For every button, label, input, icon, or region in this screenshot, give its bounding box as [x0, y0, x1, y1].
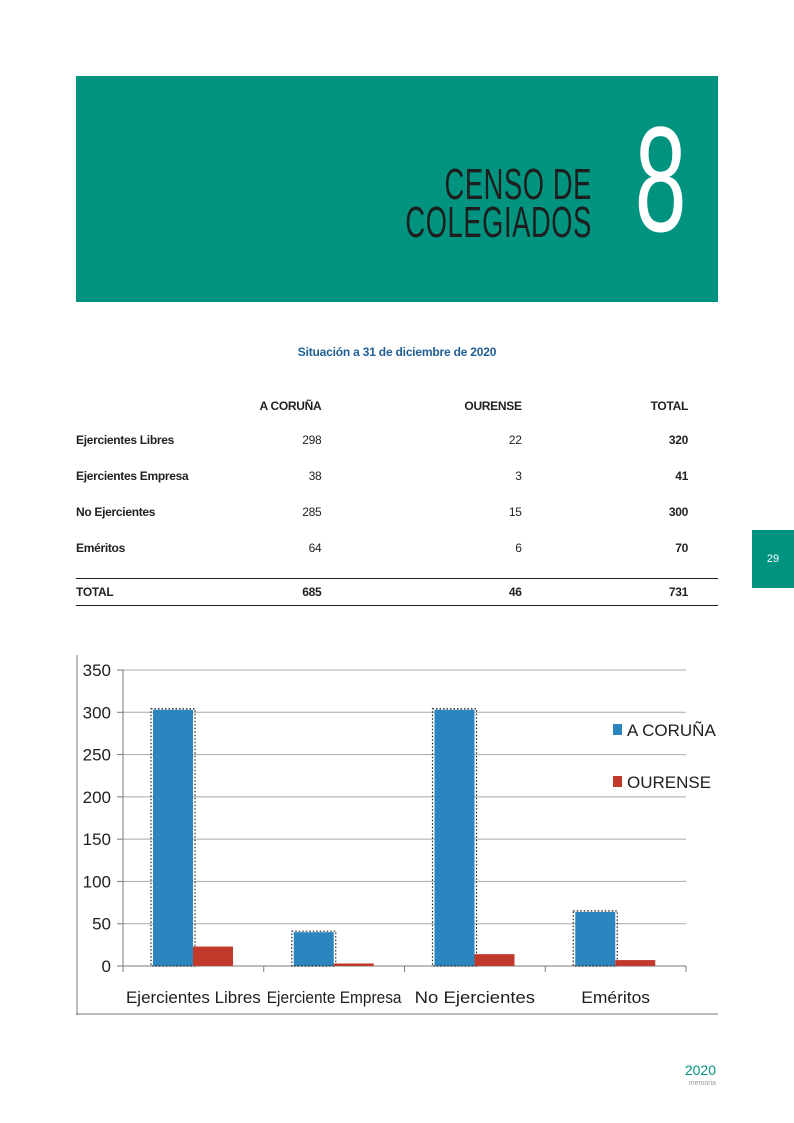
y-tick-label: 200: [82, 787, 111, 807]
chapter-number: 8: [634, 95, 686, 263]
row-label: Eméritos: [76, 541, 125, 555]
footer-year: 2020: [684, 1062, 716, 1078]
total-label: TOTAL: [76, 579, 216, 606]
census-table: [76, 390, 718, 606]
bar-ourense: [193, 947, 233, 966]
row-label: No Ejercientes: [76, 505, 156, 519]
table-subtitle: Situación a 31 de diciembre de 2020: [297, 345, 497, 359]
table-row: [76, 494, 718, 530]
cell-a-coruna: 298: [302, 433, 322, 447]
bar-ourense: [475, 954, 515, 966]
total-total: 731: [522, 579, 718, 606]
bar-a-coruna: [294, 932, 334, 966]
cell-ourense: 15: [508, 505, 522, 519]
bar-a-coruna: [435, 710, 475, 966]
cell-total: 320: [668, 433, 688, 447]
total-ourense: 46: [321, 579, 521, 606]
header-a-coruna: A CORUÑA: [259, 399, 322, 413]
cell-total: 41: [675, 469, 688, 483]
x-tick-label: Ejercientes Libres: [126, 988, 261, 1007]
cell-a-coruna: 38: [308, 469, 322, 483]
cell-ourense: 6: [515, 541, 522, 555]
cell-ourense: 22: [508, 433, 522, 447]
footer-subtitle: memoria: [688, 1080, 716, 1087]
legend-label-a-coruna: A CORUÑA: [627, 721, 716, 740]
chapter-title-line2: COLEGIADOS: [405, 198, 592, 247]
y-tick-label: 350: [82, 661, 111, 680]
row-label: Ejercientes Empresa: [76, 469, 189, 483]
y-tick-label: 50: [92, 914, 111, 934]
legend-swatch-ourense: [613, 776, 622, 787]
y-tick-label: 250: [82, 745, 111, 765]
y-tick-label: 300: [82, 703, 111, 723]
table-row: [76, 530, 718, 566]
chapter-banner: [76, 76, 718, 302]
bar-a-coruna: [153, 710, 193, 966]
y-tick-label: 0: [101, 957, 111, 976]
header-total: TOTAL: [650, 399, 688, 413]
row-label: Ejercientes Libres: [76, 433, 174, 447]
y-tick-label: 100: [82, 872, 111, 892]
chapter-title-line1: CENSO DE: [444, 160, 592, 209]
cell-a-coruna: 285: [302, 505, 322, 519]
legend-label-ourense: OURENSE: [627, 773, 712, 792]
header-empty: [76, 390, 216, 422]
x-tick-label: Eméritos: [581, 988, 651, 1007]
bar-a-coruna: [575, 912, 615, 966]
page-number-tab: 29: [752, 530, 794, 588]
bar-ourense: [615, 960, 655, 966]
total-a-coruna: 685: [216, 579, 321, 606]
header-ourense: OURENSE: [464, 399, 522, 413]
legend-swatch-a-coruna: [613, 724, 622, 735]
cell-ourense: 3: [515, 469, 522, 483]
table-row: [76, 458, 718, 494]
cell-a-coruna: 64: [308, 541, 322, 555]
table-header-row: [76, 390, 718, 422]
x-tick-label: Ejerciente Empresa: [266, 988, 402, 1007]
y-tick-label: 150: [82, 830, 111, 850]
table-total-row: [76, 579, 718, 606]
bar-ourense: [334, 963, 374, 966]
table-spacer: [76, 566, 718, 579]
cell-total: 70: [675, 541, 688, 555]
bar-chart: [76, 655, 718, 1015]
chapter-title: [405, 160, 592, 247]
table-row: [76, 422, 718, 458]
x-tick-label: No Ejercientes: [414, 988, 536, 1007]
cell-total: 300: [668, 505, 688, 519]
